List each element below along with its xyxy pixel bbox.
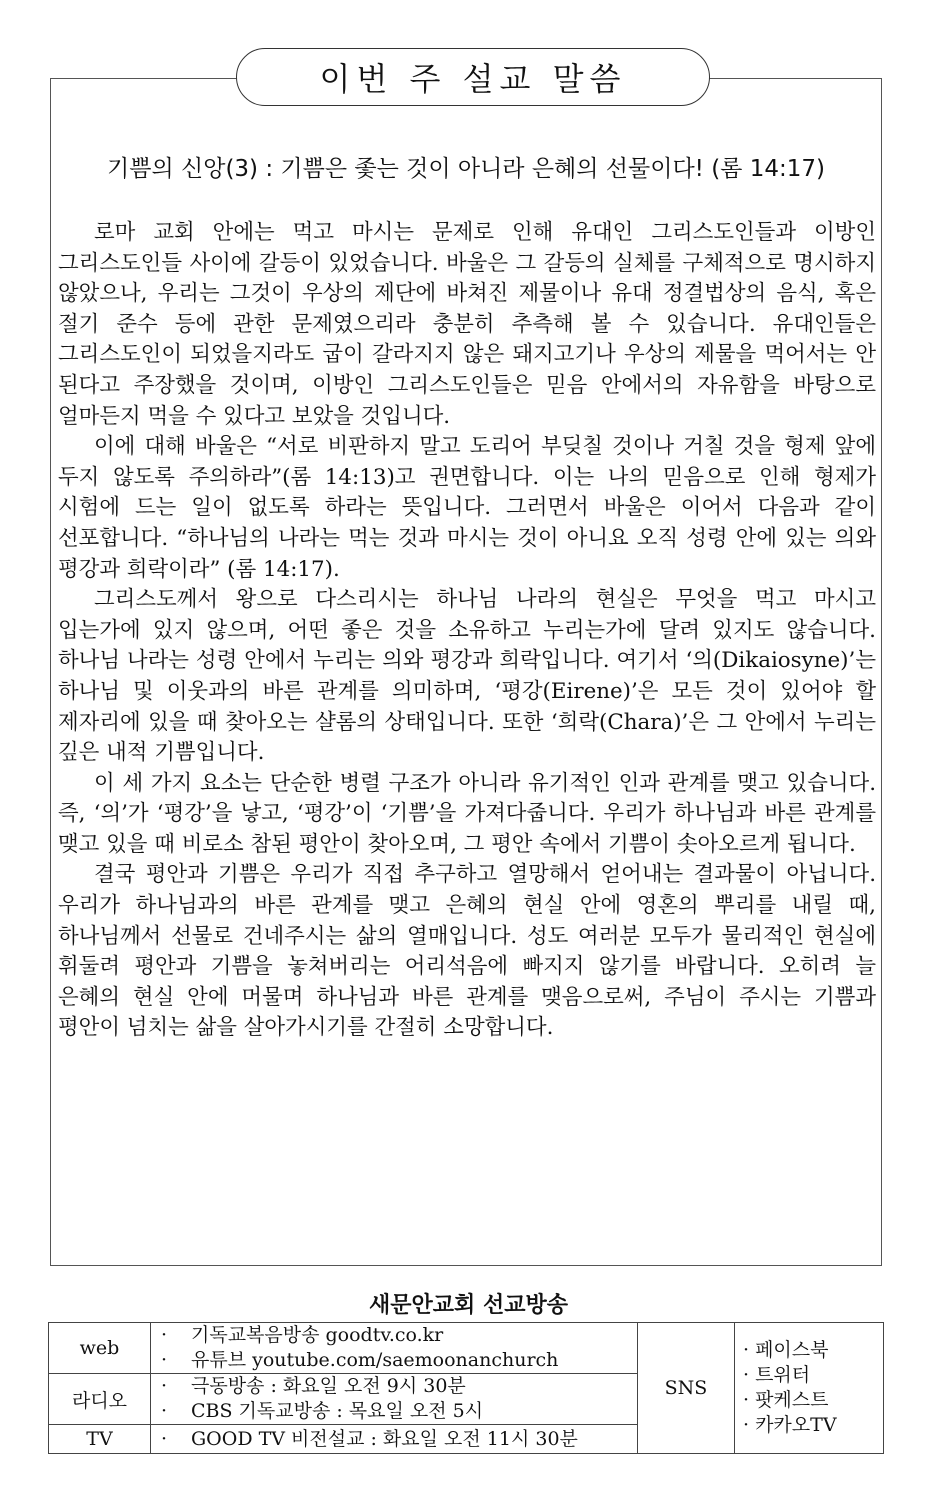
sns-item-kakaotv: · 카카오TV [743,1414,837,1436]
row-items-radio [151,1374,638,1425]
item-text: 기독교복음방송 goodtv.co.kr [191,1324,444,1346]
bullet-icon: · [161,1349,168,1371]
sns-item-twitter: · 트위터 [743,1364,811,1386]
row-label-tv: TV [49,1425,151,1454]
sermon-paragraph: 결국 평안과 기쁨은 우리가 직접 추구하고 열망해서 얻어내는 결과물이 아닙니다. 우리가 하나님과의 바른 관계를 맺고 은혜의 현실 안에 영혼의 뿌리를 내릴 때, 하나님께서 선물로 건네주시는 삶의 열매입니다. 성도 여러분 모두가 물리적인 현실에 휘둘려 평안과 기쁨을 놓쳐버리는 어리석음에 빠지지 않기를 바랍니다. 오히려 늘 은혜의 현실 안에 머물며 하나님과 바른 관계를 맺음으로써, 주님이 주시는 기쁨과 평안이 넘치는 삶을 살아가시기를 간절히 소망합니다. [58,862,876,1041]
row-label-radio: 라디오 [49,1374,151,1425]
sermon-body [58,218,876,1044]
page-title: 이번 주 설교 말씀 [236,48,710,106]
list-item [159,1323,629,1348]
broadcast-table [48,1322,884,1454]
item-text: CBS 기독교방송 : 목요일 오전 5시 [191,1400,484,1422]
list-item [159,1374,629,1399]
table-row [49,1323,884,1374]
list-item [159,1348,629,1373]
sermon-paragraph: 로마 교회 안에는 먹고 마시는 문제로 인해 유대인 그리스도인들과 이방인 그리스도인들 사이에 갈등이 있었습니다. 바울은 그 갈등의 실체를 구체적으로 명시하지 않았으나, 우리는 그것이 우상의 제단에 바쳐진 제물이나 유대 정결법상의 음식, 혹은 절기 준수 등에 관한 문제였으리라 충분히 추측해 볼 수 있습니다. 유대인들은 그리스도인이 되었을지라도 굽이 갈라지지 않은 돼지고기나 우상의 제물을 먹어서는 안 된다고 주장했을 것이며, 이방인 그리스도인들은 믿음 안에서의 자유함을 바탕으로 얼마든지 먹을 수 있다고 보았을 것입니다. [58,220,876,429]
bullet-icon: · [161,1375,168,1397]
sns-label: SNS [638,1323,735,1454]
item-text: 유튜브 youtube.com/saemoonanchurch [191,1349,559,1371]
bullet-icon: · [161,1400,168,1422]
row-label-web: web [49,1323,151,1374]
row-items-web [151,1323,638,1374]
broadcast-title: 새문안교회 선교방송 [369,1293,568,1318]
sermon-title: 기쁨의 신앙(3) : 기쁨은 좇는 것이 아니라 은혜의 선물이다! (롬 14:17) [107,156,825,182]
item-text: GOOD TV 비전설교 : 화요일 오전 11시 30분 [191,1427,578,1450]
bullet-icon: · [161,1324,168,1346]
sermon-paragraph: 이 세 가지 요소는 단순한 병렬 구조가 아니라 유기적인 인과 관계를 맺고 있습니다. 즉, ‘의’가 ‘평강’을 낳고, ‘평강’이 ‘기쁨’을 가져다줍니다. 우리가 하나님과 바른 관계를 맺고 있을 때 비로소 참된 평안이 찾아오며, 그 평안 속에서 기쁨이 솟아오르게 됩니다. [58,770,876,857]
list-item [159,1399,629,1424]
item-text: 극동방송 : 화요일 오전 9시 30분 [191,1375,466,1397]
sermon-paragraph: 이에 대해 바울은 “서로 비판하지 말고 도리어 부딪칠 것이나 거칠 것을 형제 앞에 두지 않도록 주의하라”(롬 14:13)고 권면합니다. 이는 나의 믿음으로 인해 형제가 시험에 드는 일이 없도록 하라는 뜻입니다. 그러면서 바울은 이어서 다음과 같이 선포합니다. “하나님의 나라는 먹는 것과 마시는 것이 아니요 오직 성령 안에 있는 의와 평강과 희락이라” (롬 14:17). [58,434,876,582]
bullet-icon: · [161,1427,168,1450]
sns-list [735,1323,884,1454]
row-items-tv [151,1425,638,1454]
sermon-paragraph: 그리스도께서 왕으로 다스리시는 하나님 나라의 현실은 무엇을 먹고 마시고 입는가에 있지 않으며, 어떤 좋은 것을 소유하고 누리는가에 달려 있지도 않습니다. 하나님 나라는 성령 안에서 누리는 의와 평강과 희락입니다. 여기서 ‘의(Dikaiosyne)’는 하나님 및 이웃과의 바른 관계를 의미하며, ‘평강(Eirene)’은 모든 것이 있어야 할 제자리에 있을 때 찾아오는 샬롬의 상태입니다. 또한 ‘희락(Chara)’은 그 안에서 누리는 깊은 내적 기쁨입니다. [58,587,876,766]
list-item [159,1427,629,1452]
sns-item-facebook: · 페이스북 [743,1339,829,1361]
sns-item-podcast: · 팟케스트 [743,1389,829,1411]
